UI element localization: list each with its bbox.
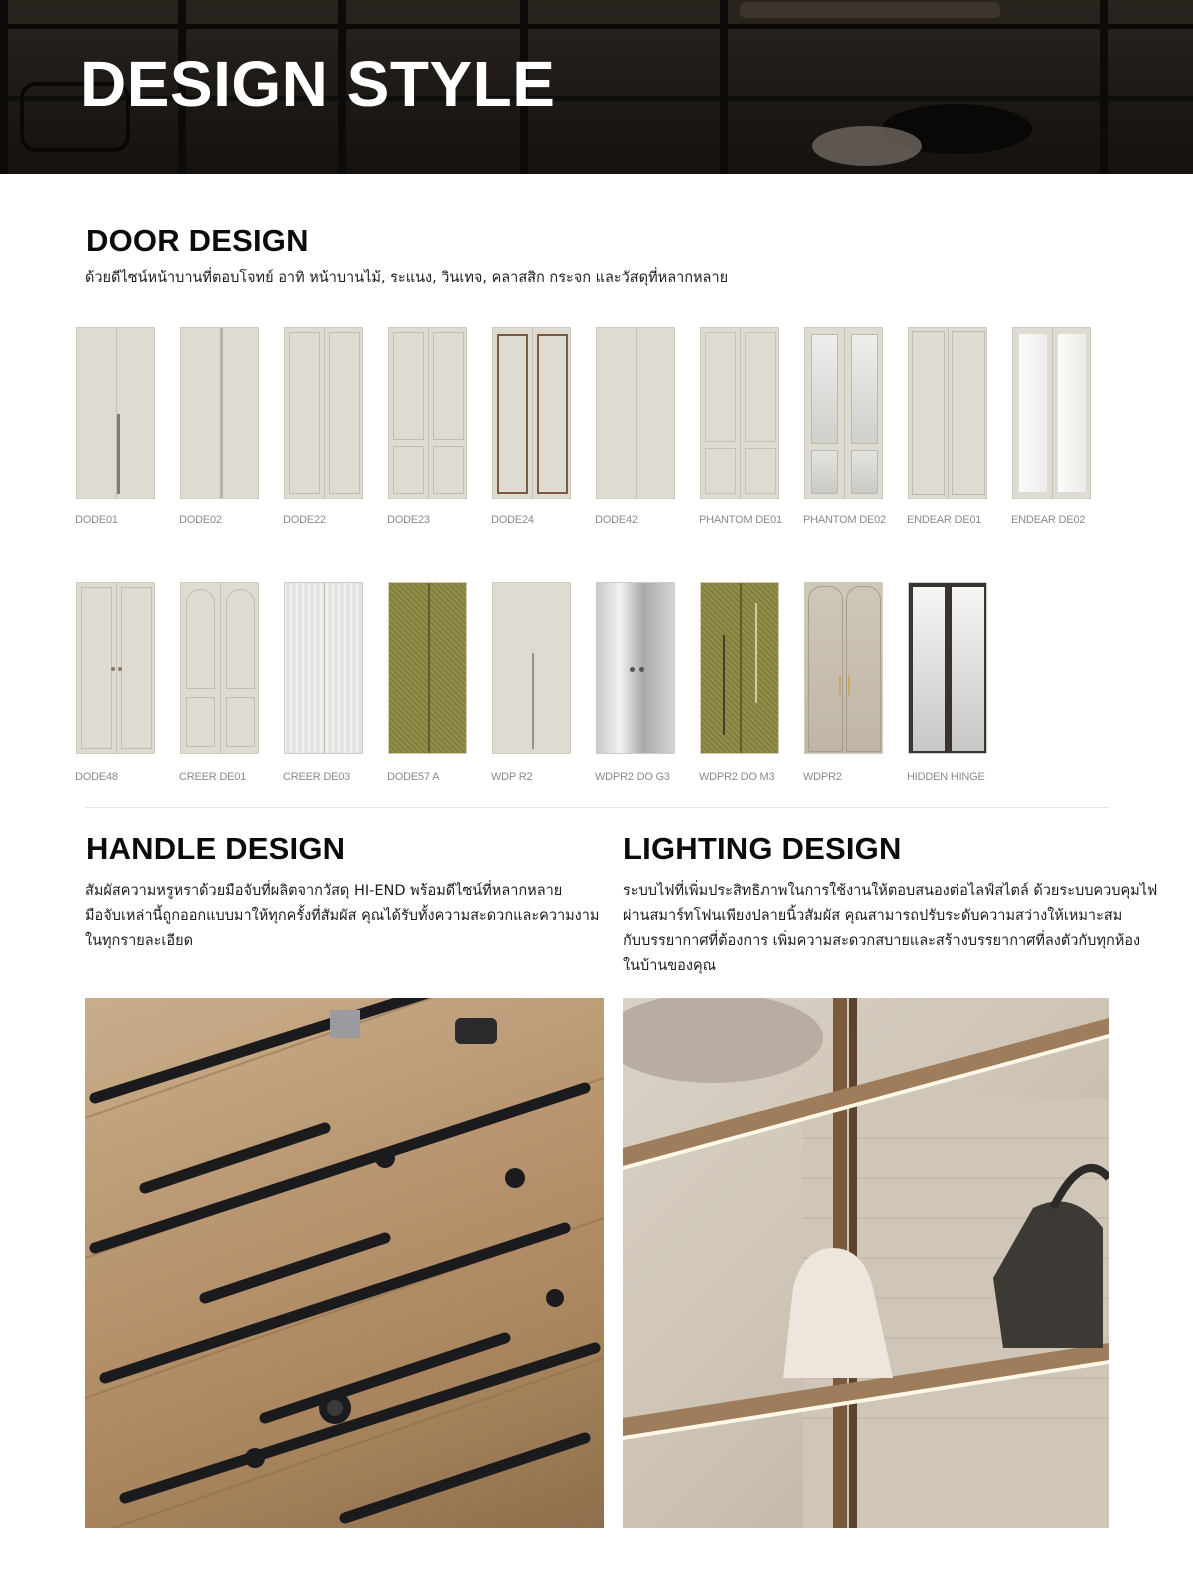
door-detail — [329, 332, 360, 494]
door-swatch — [1012, 327, 1091, 499]
door-detail — [1058, 334, 1086, 492]
lighting-photo-illustration — [623, 998, 1109, 1528]
door-detail — [952, 331, 985, 495]
door-detail — [723, 635, 725, 735]
door-swatch — [804, 327, 883, 499]
door-detail — [740, 328, 741, 498]
door-swatch — [492, 327, 571, 499]
door-detail — [1019, 334, 1047, 492]
door-detail — [1052, 328, 1053, 498]
door-detail — [220, 583, 221, 753]
door-swatch — [596, 327, 675, 499]
section-divider — [85, 807, 1109, 808]
door-detail — [433, 332, 464, 440]
door-swatch — [180, 582, 259, 754]
door-code-label: CREER DE01 — [179, 771, 247, 783]
door-detail — [740, 583, 742, 753]
door-code-label: DODE48 — [75, 771, 118, 783]
door-detail — [220, 328, 223, 498]
door-code-label: DODE01 — [75, 514, 118, 526]
door-swatch — [908, 582, 987, 754]
handle-text-line: ในทุกรายละเอียด — [85, 933, 194, 949]
door-swatch — [908, 327, 987, 499]
door-detail — [117, 414, 120, 494]
handle-design-text — [85, 879, 599, 954]
door-detail — [186, 697, 215, 747]
door-swatch — [284, 582, 363, 754]
door-swatch — [388, 582, 467, 754]
door-code-label: PHANTOM DE01 — [699, 514, 782, 526]
door-detail — [636, 583, 637, 753]
door-code-label: WDPR2 — [803, 771, 842, 783]
door-code-label: DODE57 A — [387, 771, 440, 783]
door-detail — [811, 334, 838, 444]
door-detail — [121, 587, 152, 749]
door-code-label: DODE22 — [283, 514, 326, 526]
door-detail — [81, 587, 112, 749]
door-code-label: ENDEAR DE01 — [907, 514, 982, 526]
lighting-design-text — [623, 879, 1157, 979]
door-detail — [532, 653, 534, 749]
door-code-label: DODE02 — [179, 514, 222, 526]
header-banner — [0, 0, 1193, 174]
door-detail — [745, 448, 776, 494]
door-detail — [111, 667, 115, 671]
door-code-label: CREER DE03 — [283, 771, 351, 783]
door-detail — [324, 328, 325, 498]
handle-design-photo — [85, 998, 604, 1528]
lighting-text-line: กับบรรยากาศที่ต้องการ เพิ่มความสะดวกสบายและสร้างบรรยากาศที่ลงตัวกับทุกห้อง — [623, 933, 1141, 949]
door-detail — [755, 603, 757, 703]
door-code-label: WDP R2 — [491, 771, 533, 783]
door-design-heading: DOOR DESIGN — [86, 223, 309, 258]
door-detail — [948, 328, 949, 498]
door-swatch — [804, 582, 883, 754]
door-detail — [913, 587, 945, 751]
door-detail — [844, 328, 845, 498]
door-detail — [537, 334, 568, 494]
door-detail — [428, 583, 430, 753]
door-detail — [226, 589, 255, 689]
door-detail — [811, 450, 838, 494]
door-swatch — [596, 582, 675, 754]
door-detail — [848, 675, 850, 695]
lighting-text-line: ระบบไฟที่เพิ่มประสิทธิภาพในการใช้งานให้ตอบสนองต่อไลฟ์สไตล์ ด้วยระบบควบคุมไฟ — [623, 883, 1158, 899]
door-code-label: WDPR2 DO G3 — [595, 771, 670, 783]
door-detail — [705, 448, 736, 494]
door-swatch — [700, 582, 779, 754]
door-detail — [116, 583, 117, 753]
door-detail — [186, 589, 215, 689]
door-swatch — [76, 582, 155, 754]
door-swatch — [700, 327, 779, 499]
door-detail — [497, 334, 528, 494]
door-code-label: WDPR2 DO M3 — [699, 771, 775, 783]
door-code-label: HIDDEN HINGE — [907, 771, 985, 783]
door-code-label: DODE42 — [595, 514, 638, 526]
handle-text-line: สัมผัสความหรูหราด้วยมือจับที่ผลิตจากวัสดุ HI-END พร้อมดีไซน์ที่หลากหลาย — [85, 883, 563, 899]
lighting-text-line: ผ่านสมาร์ทโฟนเพียงปลายนิ้วสัมผัส คุณสามารถปรับระดับความสว่างให้เหมาะสม — [623, 908, 1123, 924]
handle-design-heading: HANDLE DESIGN — [86, 831, 346, 866]
door-code-label: ENDEAR DE02 — [1011, 514, 1086, 526]
door-detail — [226, 697, 255, 747]
door-detail — [808, 586, 843, 752]
door-detail — [851, 450, 878, 494]
door-swatch — [180, 327, 259, 499]
door-detail — [393, 446, 424, 494]
door-detail — [433, 446, 464, 494]
door-swatch — [492, 582, 571, 754]
door-detail — [705, 332, 736, 442]
door-detail — [289, 332, 320, 494]
door-detail — [912, 331, 945, 495]
door-detail — [851, 334, 878, 444]
handle-photo-illustration — [85, 998, 604, 1528]
handle-text-line: มือจับเหล่านี้ถูกออกแบบมาให้ทุกครั้งที่สัมผัส คุณได้รับทั้งความสะดวกและความงาม — [85, 908, 600, 924]
lighting-design-heading: LIGHTING DESIGN — [623, 831, 902, 866]
door-detail — [636, 328, 637, 498]
door-swatch — [388, 327, 467, 499]
door-detail — [745, 332, 776, 442]
door-detail — [324, 583, 325, 753]
door-detail — [532, 328, 533, 498]
door-code-label: DODE24 — [491, 514, 534, 526]
door-detail — [118, 667, 122, 671]
door-swatch — [284, 327, 363, 499]
door-detail — [630, 667, 635, 672]
door-detail — [846, 586, 881, 752]
door-detail — [639, 667, 644, 672]
door-code-label: DODE23 — [387, 514, 430, 526]
lighting-text-line: ในบ้านของคุณ — [623, 958, 717, 974]
door-design-description: ด้วยดีไซน์หน้าบานที่ตอบโจทย์ อาทิ หน้าบานไม้, ระแนง, วินเทจ, คลาสสิก กระจก และวัสดุที่หลากหลาย — [85, 270, 729, 286]
door-detail — [393, 332, 424, 440]
lighting-design-photo — [623, 998, 1109, 1528]
page-title: DESIGN STYLE — [80, 48, 556, 120]
door-code-label: PHANTOM DE02 — [803, 514, 886, 526]
door-detail — [428, 328, 429, 498]
door-detail — [839, 675, 841, 695]
door-detail — [952, 587, 984, 751]
door-swatch — [76, 327, 155, 499]
